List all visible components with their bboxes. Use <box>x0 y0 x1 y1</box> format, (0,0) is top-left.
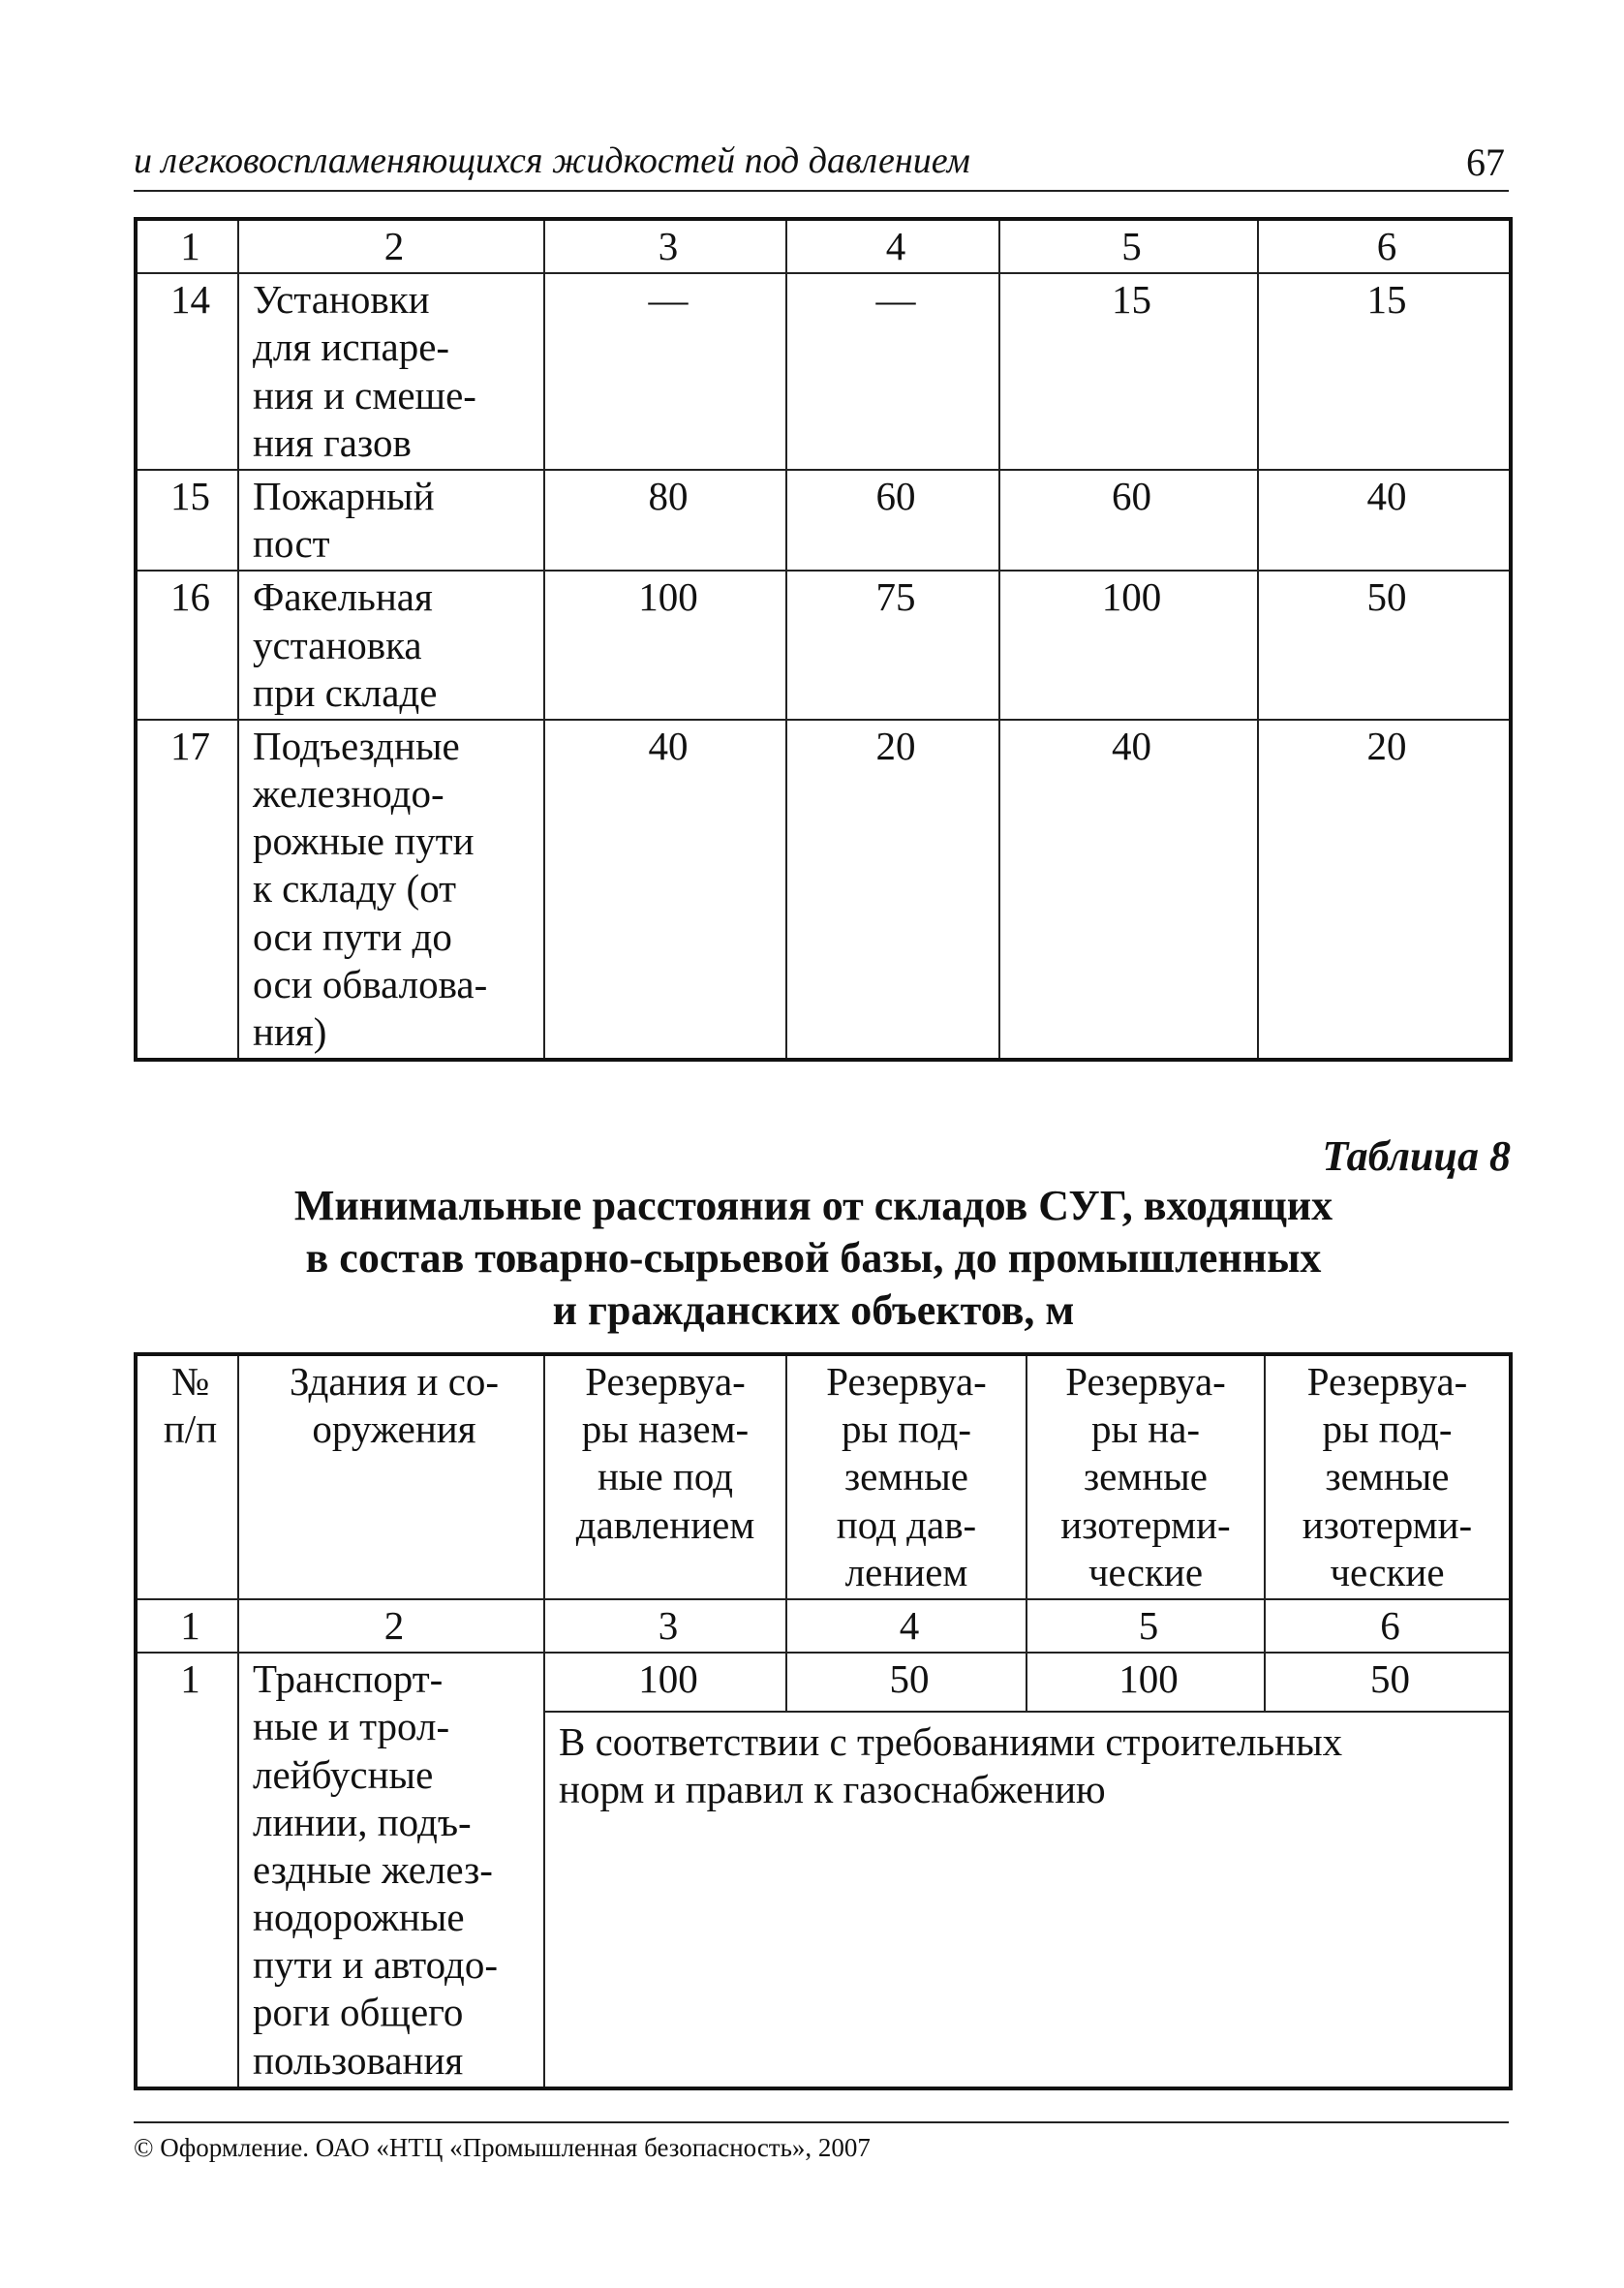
row-name-line: железнодо- <box>253 771 444 817</box>
header-line: оружения <box>312 1407 476 1452</box>
row-name-line: оси пути до <box>253 913 452 959</box>
footer-rule <box>134 2121 1509 2123</box>
row-name <box>238 571 544 720</box>
value-cell: 50 <box>1258 571 1511 720</box>
table-header-row <box>136 1354 1511 1599</box>
header-line: ры на- <box>1090 1407 1201 1452</box>
numbering-cell: 2 <box>238 1599 544 1653</box>
header-buildings <box>238 1354 544 1599</box>
row-name-line: ния газов <box>253 419 412 465</box>
row-name-line: линии, подъ- <box>253 1799 472 1844</box>
value-cell: 40 <box>999 720 1258 1060</box>
header-cell: 1 <box>136 219 238 273</box>
value-cell: 50 <box>786 1653 1026 1712</box>
row-number: 14 <box>136 273 238 470</box>
table-row <box>136 571 1511 720</box>
numbering-cell: 1 <box>136 1599 238 1653</box>
value-cell: 75 <box>786 571 999 720</box>
row-number: 15 <box>136 470 238 571</box>
value-cell: 60 <box>999 470 1258 571</box>
row-name <box>238 1653 544 2088</box>
header-line: лением <box>844 1549 968 1594</box>
table-header-row <box>136 219 1511 273</box>
row-number: 1 <box>136 1653 238 2088</box>
header-line: ные под <box>597 1454 734 1500</box>
row-name-line: ездные желез- <box>253 1846 493 1892</box>
header-line: Резервуа- <box>585 1359 746 1404</box>
row-name-line: ные и трол- <box>253 1704 450 1749</box>
header-line: ческие <box>1330 1549 1445 1594</box>
header-underground-isothermal <box>1265 1354 1511 1599</box>
row-name-line: Транспорт- <box>253 1656 444 1702</box>
header-line: Резервуа- <box>1065 1359 1226 1404</box>
value-cell: 15 <box>1258 273 1511 470</box>
header-line: земные <box>1083 1454 1209 1500</box>
header-cell: 2 <box>238 219 544 273</box>
numbering-cell: 6 <box>1265 1599 1511 1653</box>
row-name-line: лейбусные <box>253 1751 434 1797</box>
page-number: 67 <box>1466 140 1505 184</box>
header-line: ческие <box>1088 1549 1204 1594</box>
row-name-line: для испаре- <box>253 325 450 370</box>
row-name-line: пост <box>253 521 330 567</box>
header-line: изотерми- <box>1060 1501 1231 1547</box>
row-name-line: роги общего <box>253 1990 464 2035</box>
row-name-line: пользования <box>253 2037 464 2083</box>
header-line: земные <box>843 1454 969 1500</box>
value-cell: 100 <box>1026 1653 1265 1712</box>
row-name-line: при складе <box>253 669 438 715</box>
row-name-line: Подъездные <box>253 723 460 768</box>
value-cell: 20 <box>1258 720 1511 1060</box>
numbering-row <box>136 1599 1511 1653</box>
row-name <box>238 273 544 470</box>
header-cell: 6 <box>1258 219 1511 273</box>
row-name-line: ния) <box>253 1009 327 1054</box>
header-underground-pressure <box>786 1354 1026 1599</box>
row-name <box>238 470 544 571</box>
value-cell: 80 <box>544 470 786 571</box>
table-title-line: Минимальные расстояния от складов СУГ, входящих <box>293 1182 1333 1229</box>
header-line: земные <box>1325 1454 1450 1500</box>
numbering-cell: 3 <box>544 1599 786 1653</box>
value-cell: 100 <box>544 571 786 720</box>
header-line: Резервуа- <box>826 1359 987 1404</box>
table-row <box>136 720 1511 1060</box>
row-name-line: оси обвалова- <box>253 961 488 1006</box>
row-number: 16 <box>136 571 238 720</box>
table-title-line: в состав товарно-сырьевой базы, до промышленных <box>305 1234 1322 1283</box>
table-title <box>194 1180 1433 1337</box>
value-cell: 15 <box>999 273 1258 470</box>
row-name-line: Пожарный <box>253 473 435 518</box>
value-cell: 20 <box>786 720 999 1060</box>
table-row <box>136 470 1511 571</box>
header-line: ры под- <box>841 1407 972 1452</box>
numbering-cell: 4 <box>786 1599 1026 1653</box>
header-number <box>136 1354 238 1599</box>
header-line: Здания и со- <box>289 1359 500 1404</box>
header-line: Резервуа- <box>1306 1359 1468 1404</box>
header-line: ры под- <box>1322 1407 1453 1452</box>
numbering-cell: 5 <box>1026 1599 1265 1653</box>
row-name-line: нодорожные <box>253 1895 465 1940</box>
row-name-line: пути и автодо- <box>253 1942 498 1988</box>
header-cell: 4 <box>786 219 999 273</box>
table-caption: Таблица 8 <box>1322 1132 1511 1180</box>
row-name-line: ния и смеше- <box>253 372 476 417</box>
row-name-line: Установки <box>253 277 430 323</box>
row-name-line: рожные пути <box>253 819 475 864</box>
row-name <box>238 720 544 1060</box>
header-cell: 3 <box>544 219 786 273</box>
header-ground-isothermal <box>1026 1354 1265 1599</box>
note-cell <box>544 1712 1511 2088</box>
header-line: давлением <box>575 1501 755 1547</box>
value-cell: 100 <box>544 1653 786 1712</box>
running-head <box>134 136 1509 192</box>
value-cell: — <box>786 273 999 470</box>
value-cell: 40 <box>544 720 786 1060</box>
footer-copyright: © Оформление. ОАО «НТЦ «Промышленная безопасность», 2007 <box>134 2133 871 2162</box>
row-name-line: к складу (от <box>253 866 457 912</box>
continuation-table <box>134 217 1513 1062</box>
value-cell: — <box>544 273 786 470</box>
table-8 <box>134 1352 1513 2090</box>
header-line: изотерми- <box>1302 1501 1473 1547</box>
header-line: п/п <box>163 1407 218 1452</box>
table-row <box>136 273 1511 470</box>
running-head-title: и легковоспламеняющихся жидкостей под давлением <box>134 140 970 181</box>
table-row <box>136 1653 1511 1712</box>
header-cell: 5 <box>999 219 1258 273</box>
note-line: В соответствии с требованиями строительных <box>559 1718 1343 1764</box>
value-cell: 40 <box>1258 470 1511 571</box>
row-number: 17 <box>136 720 238 1060</box>
value-cell: 50 <box>1265 1653 1511 1712</box>
row-name-line: установка <box>253 622 422 667</box>
header-line: № <box>170 1359 210 1404</box>
value-cell: 60 <box>786 470 999 571</box>
header-ground-pressure <box>544 1354 786 1599</box>
value-cell: 100 <box>999 571 1258 720</box>
row-name-line: Факельная <box>253 574 433 620</box>
note-line: норм и правил к газоснабжению <box>559 1767 1106 1811</box>
table-title-line: и гражданских объектов, м <box>552 1286 1075 1335</box>
header-line: ры назем- <box>581 1407 750 1452</box>
header-line: под дав- <box>836 1501 977 1547</box>
